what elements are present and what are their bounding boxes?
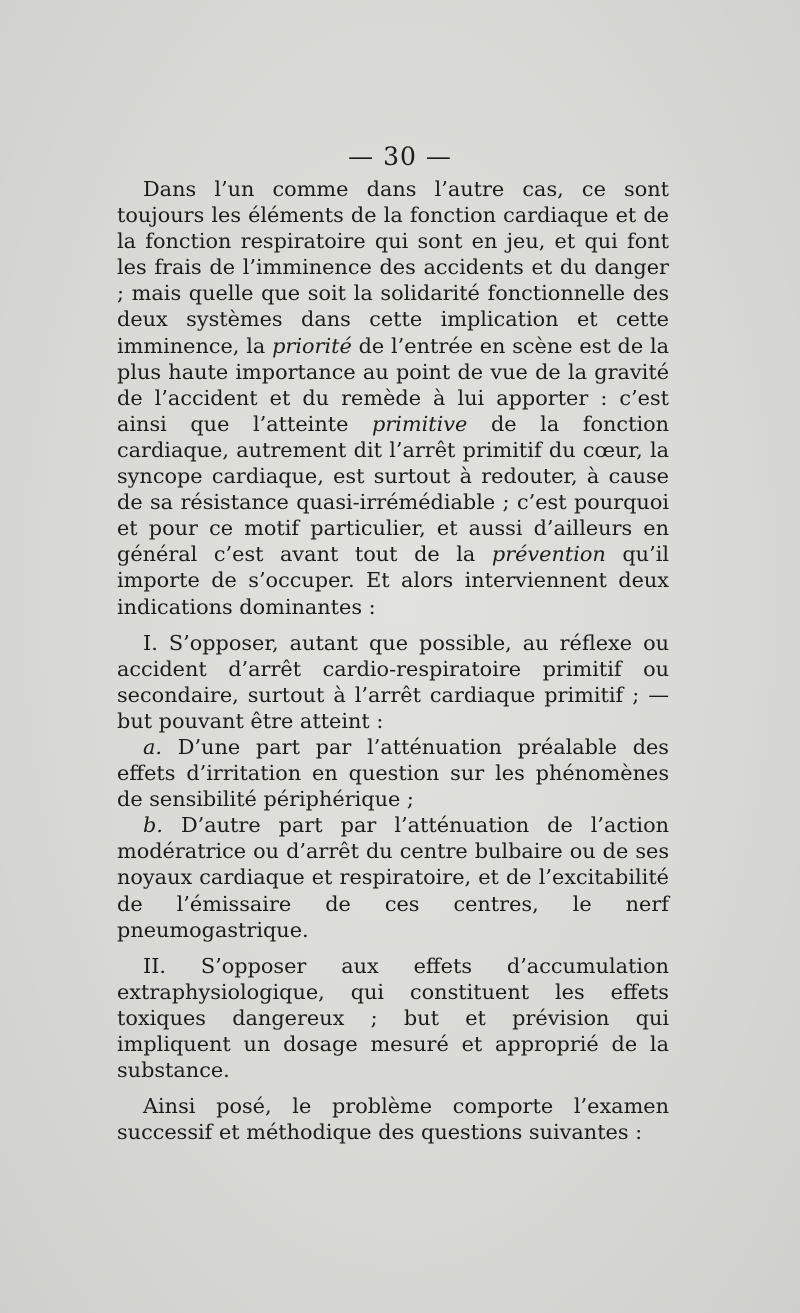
list-marker-b: b. (143, 813, 163, 838)
paragraph-conclusion: Ainsi posé, le problème comporte l’examen successif et méthodique des questions suivantes : (117, 1094, 669, 1145)
emphasis-priorite: priorité (272, 333, 352, 358)
emphasis-prevention: prévention (491, 542, 606, 567)
paragraph-intro: Dans l’un comme dans l’autre cas, ce sont toujours les éléments de la fonction cardiaque et de la fonction respiratoire qui sont en jeu, et qui font les frais de l’imminence des accidents et du danger ; mais quelle que soit la solidarité fonctionnelle des deux systèmes dans cette implication et cette imminence, la priorité de l’entrée en scène est de la plus haute importance au point de vue de la gravité de l’accident et du remède à lui apporter : c’est ainsi que l’atteinte primitive de la fonction cardiaque, autrement dit l’arrêt primitif du cœur, la syncope cardiaque, est surtout à redouter, à cause de sa résistance quasi-irrémédiable ; c’est pourquoi et pour ce motif particulier, et aussi d’ailleurs en général c’est avant tout de la prévention qu’il importe de s’occuper. Et alors interviennent deux indications dominantes : (117, 177, 670, 619)
paragraph-indication-1: I. S’opposer, autant que possible, au réflexe ou accident d’arrêt cardio-respiratoire primitif ou secondaire, surtout à l’arrêt cardiaque primitif ; — but pouvant être atteint : (117, 630, 669, 733)
page-number: — 30 — (348, 142, 452, 171)
paragraph-indication-2: II. S’opposer aux effets d’accumulation extraphysiologique, qui constituent les effets toxiques dangereux ; but et prévision qui impliquent un dosage mesuré et approprié de la substance. (117, 953, 669, 1083)
emphasis-primitive: primitive (372, 411, 468, 436)
paragraph-sub-a: a. D’une part par l’atténuation préalable des effets d’irritation en question sur les phénomènes de sensibilité périphérique ; (117, 734, 669, 812)
body-text (117, 176, 669, 1145)
list-marker-a: a. (143, 734, 163, 759)
paragraph-sub-b: b. D’autre part par l’atténuation de l’action modératrice ou d’arrêt du centre bulbaire ou de ses noyaux cardiaque et respiratoire, et de l’excitabilité de l’émissaire de ces centres, le nerf pneumogastrique. (117, 813, 669, 942)
